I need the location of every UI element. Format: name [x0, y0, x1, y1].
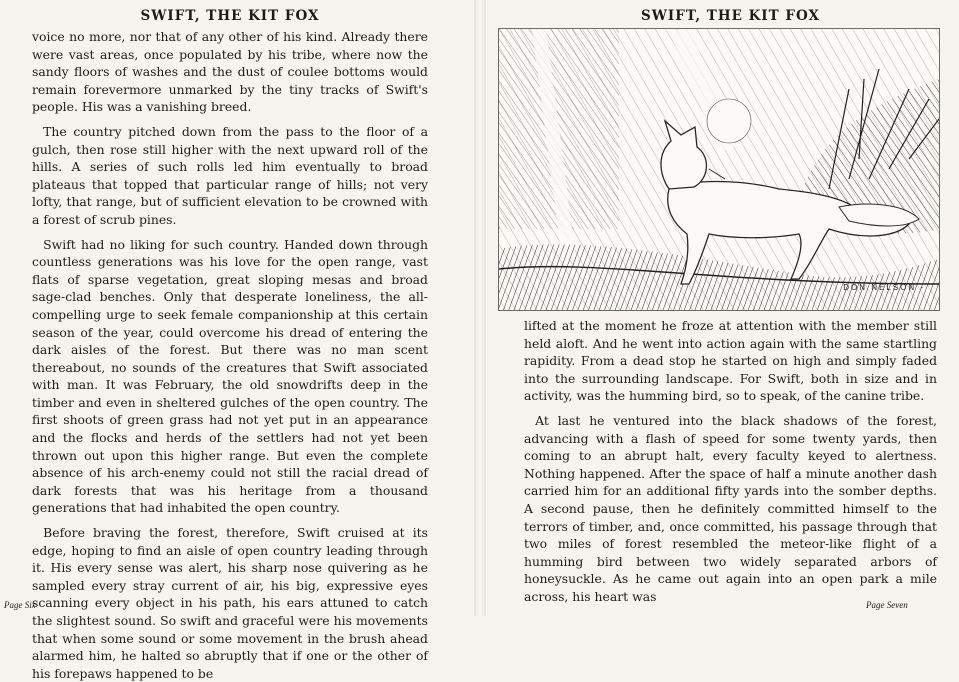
paragraph: voice no more, nor that of any other of his kind. Already there were vast areas, once populated by his tribe, where now the sandy floors of washes and the dust of coulee bottoms would remain forevermore unmarked by the tiny tracks of Swift's people. His was a vanishing breed.: [32, 29, 428, 115]
fox-illustration: [498, 28, 940, 311]
right-page: [486, 0, 959, 616]
paragraph: At last he ventured into the black shadows of the forest, advancing with a flash of speed for some twenty yards, then coming to an abrupt halt, every faculty keyed to alertness. Nothing happened. After the space of half a minute another dash carried him for an additional fifty yards into the somber depths. A second pause, then he definitely committed himself to the terrors of timber, and, once committed, his passage through that two miles of forest resembled the meteor-like flight of a humming bird between two widely separated arbors of honeysuckle. As he came out again into an open park a mile across, his heart was: [524, 412, 937, 604]
fox-drawing: [499, 29, 939, 310]
running-head-right: SWIFT, THE KIT FOX: [641, 8, 820, 24]
paragraph: The country pitched down from the pass to the floor of a gulch, then rose still higher with the next upward roll of the hills. A series of such rolls led him eventually to broad plateaus that topped that particular range of hills; not very lofty, that range, but of sufficient elevation to be crowned with a forest of scrub pines.: [32, 123, 428, 227]
paragraph: Before braving the forest, therefore, Swift cruised at its edge, hoping to find an aisle of open country leading through it. His every sense was alert, his sharp nose quivering as he sampled every stray current of air, his big, expressive eyes scanning every object in his path, his ears attuned to catch the slightest sound. So swift and graceful were his movements that when some sound or some movement in the brush ahead alarmed him, he halted so abruptly that if one or the other of his forepaws happened to be: [32, 525, 428, 681]
paragraph: lifted at the moment he froze at attention with the member still held aloft. And he went into action again with the same startling rapidity. From a dead stop he started on high and simply faded into the surrounding landscape. For Swift, both in size and in activity, was the humming bird, so to speak, of the canine tribe.: [524, 318, 937, 404]
folio-left: Page Six: [4, 600, 36, 610]
right-page-text: [524, 317, 937, 606]
folio-right: Page Seven: [866, 600, 908, 610]
illustration-signature: DON NELSON -: [843, 283, 925, 292]
left-page: [0, 0, 474, 681]
left-page-text: [32, 28, 428, 682]
paragraph: Swift had no liking for such country. Handed down through countless generations was his love for the open range, vast flats of sparse vegetation, great sloping mesas and broad sage-clad benches. Only that desperate loneliness, the all-compelling urge to seek female companionship at this certain season of the year, could overcome his dread of entering the dark aisles of the forest. But there was no man scent thereabout, no sounds of the creatures that Swift associated with man. It was February, the old snowdrifts deep in the timber and even in sheltered gulches of the open country. The first shoots of green grass had not yet put in an appearance and the flocks and herds of the settlers had not yet been thrown out upon this higher range. But even the complete absence of his arch-enemy could not still the racial dread of dark forests that was his heritage from a thousand generations that had inhabited the open country.: [32, 236, 428, 516]
book-gutter: [474, 0, 486, 616]
running-head-left: SWIFT, THE KIT FOX: [140, 8, 320, 24]
